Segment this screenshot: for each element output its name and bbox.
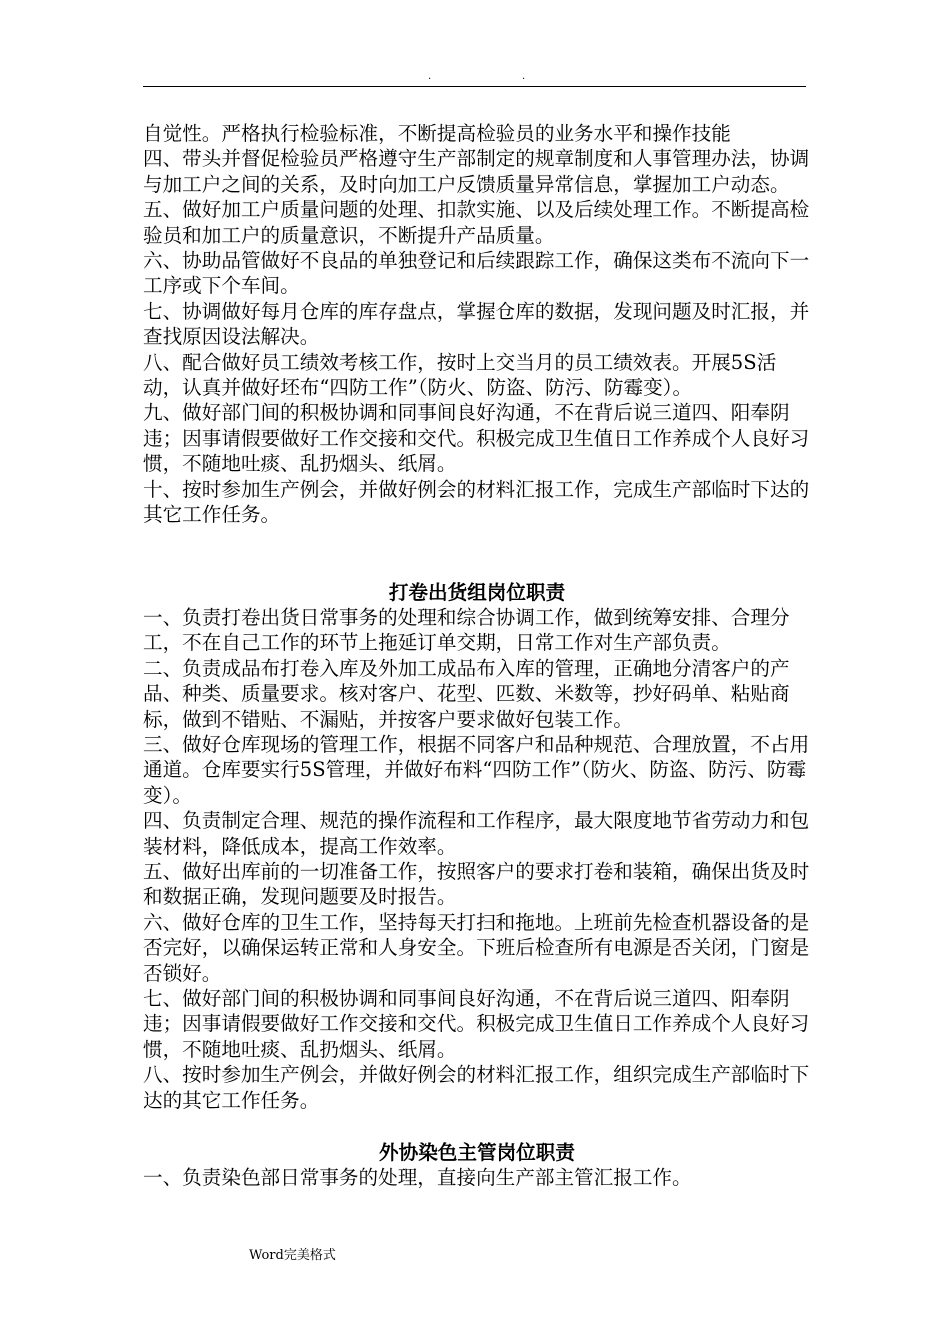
spacer xyxy=(143,528,811,580)
header-rule xyxy=(143,86,806,87)
paragraph: 五、做好出库前的一切准备工作，按照客户的要求打卷和装箱，确保出货及时和数据正确，发现问题要及时报告。 xyxy=(143,859,810,909)
section-inspection-duties xyxy=(143,121,811,528)
paragraph: 十、按时参加生产例会，并做好例会的材料汇报工作，完成生产部临时下达的其它工作任务。 xyxy=(143,477,810,527)
paragraph: 七、做好部门间的积极协调和同事间良好沟通，不在背后说三道四、阳奉阴违；因事请假要做好工作交接和交代。积极完成卫生值日工作养成个人良好习惯，不随地吐痰、乱扔烟头、纸屑。 xyxy=(143,987,810,1061)
paragraph: 七、协调做好每月仓库的库存盘点，掌握仓库的数据，发现问题及时汇报，并查找原因设法解决。 xyxy=(143,299,810,349)
paragraph: 四、带头并督促检验员严格遵守生产部制定的规章制度和人事管理办法，协调与加工户之间的关系，及时向加工户反馈质量异常信息，掌握加工户动态。 xyxy=(143,147,810,196)
section-title: 打卷出货组岗位职责 xyxy=(388,580,566,604)
header-dot-right: . xyxy=(522,71,526,82)
paragraph: 四、负责制定合理、规范的操作流程和工作程序，最大限度地节省劳动力和包装材料，降低成本，提高工作效率。 xyxy=(143,809,810,858)
footer-text: Word完美格式 xyxy=(249,1248,336,1263)
paragraph: 五、做好加工户质量问题的处理、扣款实施、以及后续处理工作。不断提高检验员和加工户的质量意识，不断提升产品质量。 xyxy=(143,198,810,247)
paragraph: 六、做好仓库的卫生工作，坚持每天打扫和拖地。上班前先检查机器设备的是否完好，以确保运转正常和人身安全。下班后检查所有电源是否关闭，门窗是否锁好。 xyxy=(143,910,810,985)
paragraph: 九、做好部门间的积极协调和同事间良好沟通，不在背后说三道四、阳奉阴违；因事请假要做好工作交接和交代。积极完成卫生值日工作养成个人良好习惯，不随地吐痰、乱扔烟头、纸屑。 xyxy=(143,401,810,476)
header-dots xyxy=(0,70,950,84)
paragraph: 自觉性。严格执行检验标准，不断提高检验员的业务水平和操作技能 xyxy=(143,122,731,145)
document-body xyxy=(143,121,811,1191)
section-title: 外协染色主管岗位职责 xyxy=(379,1141,575,1165)
paragraph: 一、负责染色部日常事务的处理，直接向生产部主管汇报工作。 xyxy=(143,1166,692,1190)
spacer xyxy=(143,1113,811,1140)
paragraph: 一、负责打卷出货日常事务的处理和综合协调工作，做到统筹安排、合理分工，不在自己工作的环节上拖延订单交期，日常工作对生产部负责。 xyxy=(143,605,790,655)
paragraph: 八、配合做好员工绩效考核工作，按时上交当月的员工绩效表。开展5S活动，认真并做好坯布“四防工作”（防火、防盗、防污、防霉变）。 xyxy=(143,350,777,400)
paragraph: 三、做好仓库现场的管理工作，根据不同客户和品种规范、合理放置，不占用通道。仓库要实行5S管理，并做好布料“四防工作”（防火、防盗、防污、防霉变）。 xyxy=(143,732,810,807)
paragraph: 八、按时参加生产例会，并做好例会的材料汇报工作，组织完成生产部临时下达的其它工作任务。 xyxy=(143,1063,810,1112)
paragraph: 二、负责成品布打卷入库及外加工成品布入库的管理，正确地分清客户的产品、种类、质量要求。核对客户、花型、匹数、米数等，抄好码单、粘贴商标，做到不错贴、不漏贴，并按客户要求做好包装工作。 xyxy=(143,656,790,731)
paragraph: 六、协助品管做好不良品的单独登记和后续跟踪工作，确保这类布不流向下一工序或下个车间。 xyxy=(143,249,810,298)
section-rolling-shipping xyxy=(143,580,811,1114)
section-dyeing-supervisor xyxy=(143,1140,811,1191)
header-dot-left: . xyxy=(428,71,432,82)
